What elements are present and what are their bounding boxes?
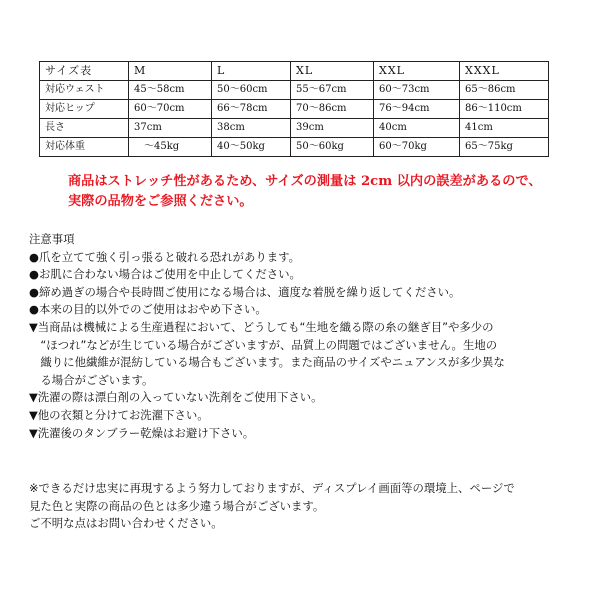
table-cell: 65～75kg <box>460 138 549 157</box>
footer-line: 見た色と実際の商品の色とは多少違う場合がございます。 <box>29 498 325 513</box>
table-cell: M <box>129 62 212 81</box>
table-row <box>40 138 549 157</box>
table-cell: 50～60cm <box>212 81 291 100</box>
notes-line: ▼洗濯後のタンブラー乾燥はお避け下さい。 <box>29 425 255 440</box>
notes-line: る場合がございます。 <box>29 372 154 387</box>
notes-line: ▼洗濯の際は漂白剤の入っていない洗剤をご使用下さい。 <box>29 390 323 405</box>
table-cell: 60～70kg <box>374 138 460 157</box>
table-cell: 37cm <box>129 119 212 138</box>
notes-line: ●お肌に合わない場合はご使用を中止してください。 <box>29 267 301 282</box>
footer-line: ※できるだけ忠実に再現するよう努力しておりますが、ディスプレイ画面等の環境上、ページで <box>29 481 515 495</box>
table-cell: 60～70cm <box>129 100 212 119</box>
table-cell: 38cm <box>212 119 291 138</box>
table-cell: サイズ表 <box>40 62 129 81</box>
table-cell: 65～86cm <box>460 81 549 100</box>
table-cell: 40cm <box>374 119 460 138</box>
table-cell: XXL <box>374 62 460 81</box>
table-cell: XXXL <box>460 62 549 81</box>
notice-line: 実際の品物をご参照ください。 <box>68 194 253 209</box>
table-cell: 対応ヒップ <box>40 100 129 119</box>
notes-line: 織りに他繊維が混紡している場合もございます。また商品のサイズやニュアンスが多少異な <box>29 355 505 370</box>
table-cell: L <box>212 62 291 81</box>
table-row <box>40 100 549 119</box>
table-cell: ～45kg <box>129 138 212 157</box>
notice-line: 商品はストレッチ性があるため、サイズの測量は 2cm 以内の誤差があるので、 <box>68 174 542 189</box>
table-cell: 対応ウェスト <box>40 81 129 100</box>
stretch-notice <box>68 172 588 212</box>
table-cell: 50～60kg <box>291 138 374 157</box>
table-cell: XL <box>291 62 374 81</box>
table-cell: 76～94cm <box>374 100 460 119</box>
table-cell: 対応体重 <box>40 138 129 157</box>
table-cell: 39cm <box>291 119 374 138</box>
table-cell: 86～110cm <box>460 100 549 119</box>
table-cell: 長さ <box>40 119 129 138</box>
caution-notes <box>29 231 589 442</box>
notes-line: ▼当商品は機械による生産過程において、どうしても“生地を織る際の糸の継ぎ目”や多少の <box>29 319 494 334</box>
size-table <box>39 61 549 157</box>
table-cell: 66～78cm <box>212 100 291 119</box>
color-disclaimer <box>29 480 589 533</box>
table-header-row <box>40 62 549 81</box>
table-cell: 40～50kg <box>212 138 291 157</box>
notes-line: ▼他の衣類と分けてお洗濯下さい。 <box>29 407 209 422</box>
table-cell: 45～58cm <box>129 81 212 100</box>
table-cell: 70～86cm <box>291 100 374 119</box>
notes-line: ●爪を立てて強く引っ張ると破れる恐れがあります。 <box>29 249 301 264</box>
table-cell: 55～67cm <box>291 81 374 100</box>
notes-line: “ほつれ”などが生じている場合がございますが、品質上の問題ではございません。生地の <box>29 337 498 352</box>
table-row <box>40 81 549 100</box>
table-cell: 60～73cm <box>374 81 460 100</box>
notes-line: ●締め過ぎの場合や長時間ご使用になる場合は、適度な着脱を繰り返してください。 <box>29 284 461 299</box>
footer-line: ご不明な点はお問い合わせください。 <box>29 516 223 531</box>
table-cell: 41cm <box>460 119 549 138</box>
table-row <box>40 119 549 138</box>
notes-line: ●本来の目的以外でのご使用はおやめ下さい。 <box>29 302 267 317</box>
notes-title: 注意事項 <box>29 232 75 246</box>
